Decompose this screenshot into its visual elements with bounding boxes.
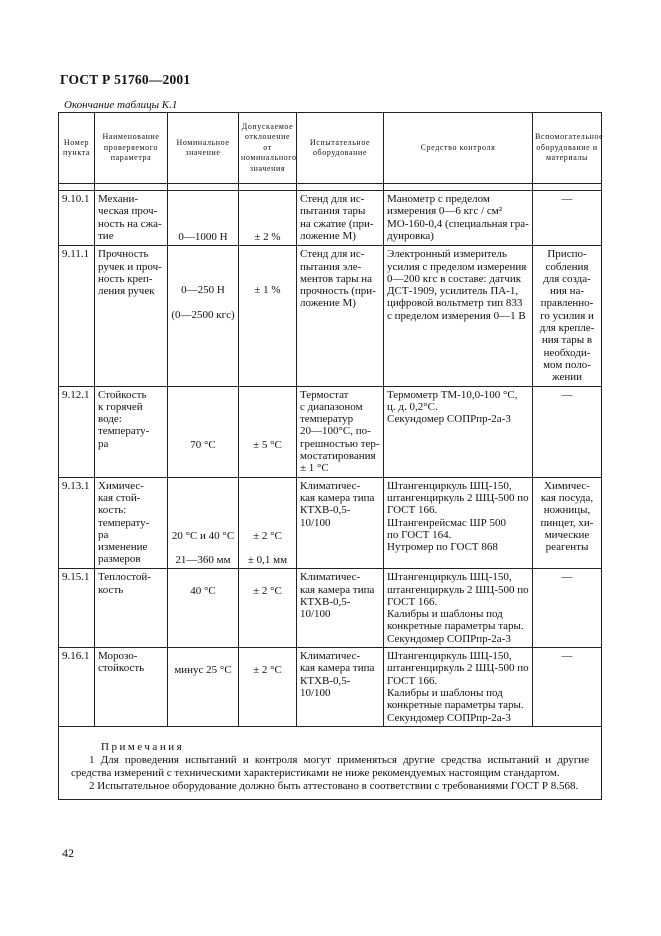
- cell-parameter: [95, 386, 168, 477]
- cell-line: ± 1 °С: [300, 462, 329, 475]
- cell-auxiliary: [533, 191, 602, 246]
- cell-line: Климатичес-: [300, 479, 361, 492]
- cell-line: собления: [545, 260, 589, 273]
- column-header: Наименование проверяемого параметра: [95, 113, 168, 184]
- cell-line: ± 2 °С: [253, 664, 282, 677]
- cell-line: ГОСТ 166.: [387, 504, 438, 517]
- cell-parameter: [95, 246, 168, 386]
- table-row: [59, 569, 602, 648]
- cell-line: 0—250 Н: [181, 284, 225, 297]
- cell-line: Штангенциркуль ШЦ-150,: [387, 479, 512, 492]
- cell-test-equipment: [297, 191, 384, 246]
- cell-line: ДСТ-1909, усилитель ПА-1,: [387, 285, 519, 298]
- cell-line: кая стой-: [98, 491, 141, 504]
- table-row: [59, 648, 602, 727]
- cell-line: конкретные параметры тары.: [387, 620, 524, 633]
- cell-tolerance: [239, 191, 297, 246]
- cell-item-number: [59, 477, 95, 569]
- cell-nominal-value: [168, 191, 239, 246]
- cell-line: мические: [544, 528, 590, 541]
- cell-line: к горячей: [98, 400, 143, 413]
- cell-line: —: [561, 193, 573, 205]
- cell-line: мом поло-: [543, 358, 591, 371]
- cell-item-number: [59, 648, 95, 727]
- cell-control-means: [384, 386, 533, 477]
- cell-tolerance: [239, 648, 297, 727]
- cell-line: с пределом измерения 0—1 В: [387, 309, 526, 322]
- cell-line: —: [561, 650, 573, 663]
- cell-line: температур: [300, 413, 354, 426]
- cell-text: 9.16.1: [62, 650, 90, 663]
- cell-line: КТХВ-0,5-10/100: [300, 595, 351, 621]
- cell-line: Термостат: [300, 388, 349, 401]
- document-header: ГОСТ Р 51760—2001: [60, 72, 191, 87]
- cell-line: Электронный измеритель: [387, 248, 507, 261]
- cell-line: ра: [98, 437, 109, 450]
- cell-auxiliary: [533, 386, 602, 477]
- column-header: Средство контроля: [384, 113, 533, 184]
- cell-text: 9.15.1: [62, 571, 90, 584]
- cell-line: кая камера типа: [300, 583, 375, 596]
- cell-line: стойкость: [98, 662, 145, 675]
- cell-line: 20 °С и 40 °С: [171, 529, 235, 542]
- cell-parameter: [95, 648, 168, 727]
- cell-text: 9.12.1: [62, 388, 90, 401]
- cell-line: 21—360 мм: [175, 553, 231, 566]
- table-row: [59, 386, 602, 477]
- cell-tolerance: [239, 246, 297, 386]
- cell-line: кость:: [98, 504, 127, 517]
- cell-line: для крепле-: [539, 322, 595, 335]
- cell-line: ГОСТ 166.: [387, 674, 438, 687]
- cell-line: —: [561, 388, 573, 401]
- page-number: 42: [62, 846, 74, 860]
- cell-item-number: [59, 246, 95, 386]
- note-item: 2 Испытательное оборудование должно быть аттестовано в соответствии с требованиями ГОСТ Р 8.568.: [89, 779, 579, 792]
- cell-auxiliary: [533, 648, 602, 727]
- cell-line: грешностью тер-: [300, 437, 380, 450]
- cell-line: температу-: [98, 425, 150, 438]
- cell-line: (0—2500 кгс): [171, 308, 235, 321]
- cell-line: Климатичес-: [300, 650, 361, 663]
- cell-line: Теплостой-: [98, 571, 151, 584]
- cell-line: Приспо-: [547, 248, 587, 261]
- cell-auxiliary: [533, 477, 602, 569]
- cell-line: Стенд для ис-: [300, 193, 365, 205]
- cell-line: 0—1000 Н: [178, 231, 228, 243]
- cell-line: Калибры и шаблоны под: [387, 686, 503, 699]
- cell-test-equipment: [297, 477, 384, 569]
- spec-table: [58, 112, 602, 800]
- cell-line: ± 2 %: [254, 231, 281, 243]
- cell-line: правленно-: [540, 297, 594, 310]
- cell-line: ц. д. 0,2°С.: [387, 400, 438, 413]
- cell-line: ± 0,1 мм: [247, 553, 288, 566]
- cell-line: по ГОСТ 164.: [387, 528, 452, 541]
- column-header: Допускаемое отклонение от номинального значения: [239, 113, 297, 184]
- cell-text: 9.10.1: [62, 193, 90, 205]
- cell-item-number: [59, 191, 95, 246]
- cell-line: усилия с пределом измерения: [387, 260, 527, 273]
- column-header: Вспомогательное оборудование и материалы: [533, 113, 602, 184]
- cell-line: кая посуда,: [540, 491, 594, 504]
- cell-line: ность на сжа-: [98, 217, 162, 230]
- cell-line: МО-160-0,4 (специальная гра-: [387, 217, 529, 230]
- cell-line: Химичес-: [544, 479, 590, 492]
- cell-line: Климатичес-: [300, 571, 361, 584]
- cell-tolerance: [239, 386, 297, 477]
- cell-line: на сжатие (при-: [300, 217, 374, 230]
- cell-line: КТХВ-0,5-10/100: [300, 674, 351, 699]
- cell-line: ± 2 °С: [253, 585, 282, 598]
- cell-line: пинцет, хи-: [540, 516, 594, 529]
- cell-line: кая камера типа: [300, 491, 375, 504]
- cell-control-means: [384, 246, 533, 386]
- cell-nominal-value: [168, 569, 239, 648]
- cell-line: ментов тары на: [300, 272, 373, 285]
- cell-control-means: [384, 569, 533, 648]
- cell-text: 9.11.1: [62, 248, 90, 261]
- cell-line: дуировка): [387, 229, 434, 242]
- cell-line: кость: [98, 583, 124, 596]
- cell-test-equipment: [297, 386, 384, 477]
- cell-control-means: [384, 648, 533, 727]
- cell-line: ложение М): [300, 297, 356, 310]
- spec-table-frame: [58, 112, 604, 847]
- cell-control-means: [384, 191, 533, 246]
- cell-line: Нутромер по ГОСТ 868: [387, 541, 498, 554]
- cell-line: изменение: [98, 541, 148, 554]
- cell-line: кая камера типа: [300, 662, 375, 675]
- cell-line: Калибры и шаблоны под: [387, 608, 503, 621]
- cell-line: Прочность: [98, 248, 149, 261]
- cell-auxiliary: [533, 246, 602, 386]
- cell-line: пытания эле-: [300, 260, 362, 273]
- cell-line: Стенд для ис-: [300, 248, 365, 261]
- cell-line: го усилия и: [540, 309, 594, 322]
- cell-line: прочность (при-: [300, 285, 376, 298]
- cell-item-number: [59, 386, 95, 477]
- table-caption: Окончание таблицы К.1: [64, 99, 178, 111]
- cell-line: ± 5 °С: [253, 438, 282, 451]
- table-row: [59, 246, 602, 386]
- cell-control-means: [384, 477, 533, 569]
- cell-line: ручек и проч-: [98, 260, 162, 273]
- cell-line: Манометр с пределом: [387, 193, 490, 205]
- cell-line: ± 1 %: [254, 284, 281, 297]
- cell-line: Химичес-: [98, 479, 144, 492]
- cell-parameter: [95, 477, 168, 569]
- cell-line: Секундомер СОПРпр-2а-3: [387, 711, 511, 724]
- cell-tolerance: [239, 477, 297, 569]
- cell-test-equipment: [297, 648, 384, 727]
- cell-line: конкретные параметры тары.: [387, 699, 524, 712]
- cell-line: ность креп-: [98, 272, 153, 285]
- header-spacer-row: [59, 184, 602, 191]
- cell-nominal-value: [168, 246, 239, 386]
- cell-line: минус 25 °С: [174, 664, 232, 677]
- cell-line: жении: [552, 371, 582, 384]
- cell-line: Штангенциркуль ШЦ-150,: [387, 571, 512, 584]
- cell-line: ния тары в: [541, 334, 593, 347]
- cell-line: штангенциркуль 2 ШЦ-500 по: [387, 583, 529, 596]
- cell-line: ческая проч-: [98, 205, 158, 218]
- column-header: Номер пункта: [59, 113, 95, 184]
- cell-line: Стойкость: [98, 388, 147, 401]
- cell-line: ления ручек: [98, 285, 155, 298]
- notes-row: [59, 726, 602, 799]
- cell-line: ложение М): [300, 229, 356, 242]
- cell-line: штангенциркуль 2 ШЦ-500 по: [387, 662, 529, 675]
- note-item: 1 Для проведения испытаний и контроля могут применяться другие средства испытаний и другие средства измерений с техническими характеристиками не ниже рекомендуемых настоящим стандартом.: [71, 753, 589, 779]
- cell-line: —: [561, 571, 573, 584]
- cell-line: Морозо-: [98, 650, 138, 663]
- cell-parameter: [95, 191, 168, 246]
- cell-line: необходи-: [543, 346, 591, 359]
- cell-line: Термометр ТМ-10,0-100 °С,: [387, 388, 518, 401]
- cell-line: Штангенциркуль ШЦ-150,: [387, 650, 512, 663]
- cell-nominal-value: [168, 648, 239, 727]
- cell-line: 0—200 кгс в составе: датчик: [387, 272, 522, 285]
- cell-line: 40 °С: [190, 585, 216, 598]
- cell-line: 20—100°С, по-: [300, 425, 371, 438]
- cell-line: ра: [98, 528, 109, 541]
- table-header-row: [59, 113, 602, 184]
- cell-line: температу-: [98, 516, 150, 529]
- cell-line: Секундомер СОПРпр-2а-3: [387, 632, 511, 645]
- cell-line: Секундомер СОПРпр-2а-3: [387, 413, 511, 426]
- cell-parameter: [95, 569, 168, 648]
- cell-line: пытания тары: [300, 205, 366, 218]
- cell-line: мостатирования: [300, 450, 376, 463]
- cell-test-equipment: [297, 246, 384, 386]
- table-row: [59, 191, 602, 246]
- cell-nominal-value: [168, 477, 239, 569]
- cell-item-number: [59, 569, 95, 648]
- cell-line: для созда-: [543, 272, 591, 285]
- column-header: Номинальное значение: [168, 113, 239, 184]
- cell-line: с диапазоном: [300, 400, 363, 413]
- cell-text: 9.13.1: [62, 479, 90, 492]
- cell-line: реагенты: [545, 541, 589, 554]
- table-row: [59, 477, 602, 569]
- cell-line: КТХВ-0,5-10/100: [300, 504, 351, 529]
- cell-line: ния на-: [549, 285, 584, 298]
- cell-line: воде:: [98, 413, 122, 426]
- notes-title: Примечания: [101, 740, 185, 753]
- cell-test-equipment: [297, 569, 384, 648]
- cell-line: Механи-: [98, 193, 139, 205]
- cell-line: Штангенрейсмас ШР 500: [387, 516, 506, 529]
- cell-line: измерения 0—6 кгс / см²: [387, 205, 503, 218]
- cell-line: 70 °С: [190, 438, 216, 451]
- column-header: Испытательное оборудование: [297, 113, 384, 184]
- cell-line: ГОСТ 166.: [387, 595, 438, 608]
- notes-cell: [59, 726, 602, 799]
- cell-auxiliary: [533, 569, 602, 648]
- cell-tolerance: [239, 569, 297, 648]
- cell-line: ± 2 °С: [253, 529, 282, 542]
- cell-line: штангенциркуль 2 ШЦ-500 по: [387, 491, 529, 504]
- table-body: [59, 191, 602, 727]
- cell-nominal-value: [168, 386, 239, 477]
- cell-line: тие: [98, 229, 114, 242]
- cell-line: цифровой вольтметр тип 833: [387, 297, 523, 310]
- cell-line: размеров: [98, 553, 141, 566]
- cell-line: ножницы,: [543, 504, 591, 517]
